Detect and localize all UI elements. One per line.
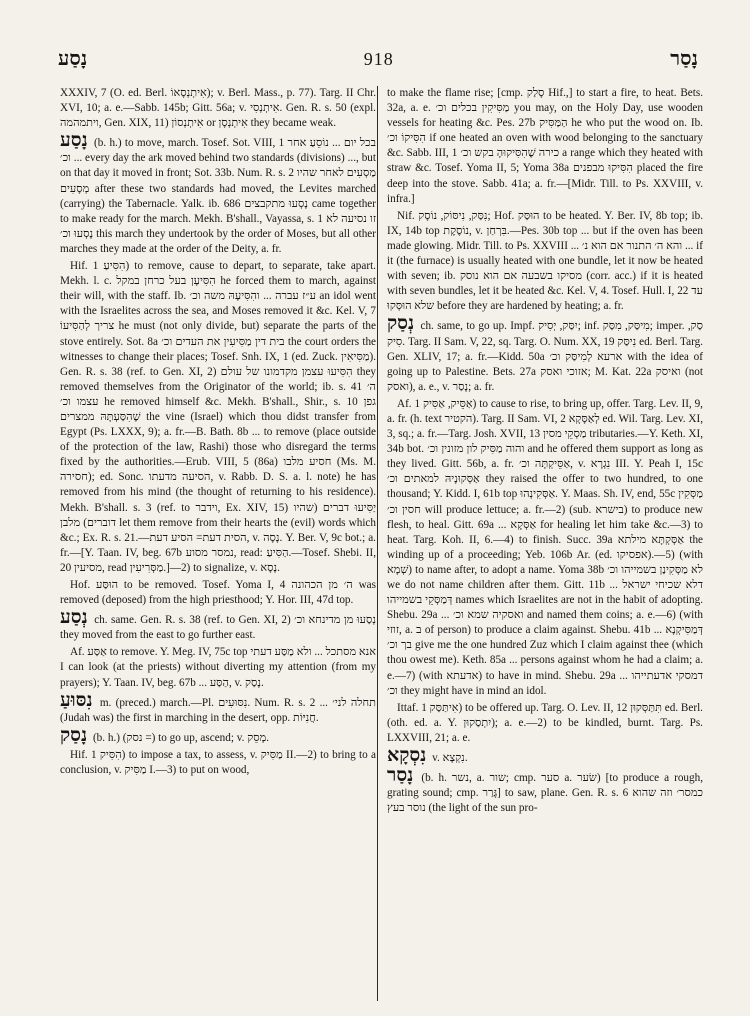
left-column [60,86,376,1006]
hif-paragraph: Hif. הִסִּיעַ 1) to remove, cause to depart, to separate, take apart. Mekh. l. c. הִסִּיעָן בעל כרחן במקל he forced them to march, against their will, with the staff. Ib. ע״ז עברה ... והִסִּיעָהּ משה וכ׳ an idol went with the Israelites across the sea, and Moses removed it &c. Kel. V, 7 צריך לְהַסִּיעוֹ he must (not only divide, but) separate the parts of the stove entirely. Sot. 8a בית דין מַסִּיעִין את העדים וכ׳ the court orders the witnesses to change their places; Tosef. Snh. IX, 1 (ed. Zuck. מַסִּיאִין). Gen. R. s. 38 (ref. to Gen. XI, 2) הִסִּיעוּ עצמן מקדמונו של עולם they removed themselves from the Originator of the world; ib. s. 41 ה׳ עצמו וכ׳ he removed himself &c. Mekh. B'shall., Shir., s. 10 גפן שֶׁהִסַּעְתָּהּ ממצרים the vine (Israel) which thou didst transfer from Egypt (Ps. LXXX, 9); a. fr.—B. Bath. 8b ... to remove (place outside of the protection of the law, Rashi) those who disregard the terms fixed by the authorities.—Erub. VIII, 5 (86a) חסיע מלבו (Ms. M. חסירה); ed. Sonc. הסיעה מדעתו, v. Rabb. D. S. a. l. note) he has removed from his mind (the thought of returning to his residence). Mekh. B'shall. s. 3 (ref. to וידבר, Ex. XIV, 15) יַסִּיעוּ דברים (שהיו דוברים) מלבן let them remove from their hearts the (evil) words which &c.; Ex. R. s. 21.—הסית דעת= הסיע דעת, v. נָסָה. Y. Ber. V, 9c bot.; a. fr.—[Y. Taan. IV, beg. 67b נמסר מסוע, read: הַסִּיעַ.—Tosef. Shebi. II, 20 מסיעין, read מַסְּרִיעִין.]—2) to signalize, v. נָסָא. [60,260,376,574]
continued-entry-text: XXXIV, 7 (O. ed. Berl. אִיתְנְסָאוֹ); v. Berl. Mass., p. 77). Targ. II Chr. XVI, 10; a. e.—Sabb. 145b; Gitt. 56a; v. אִיתְנְסִי. Gen. R. s. 50 (expl. ויתמהמה, Gen. XIX, 11) אִיתְנְסוֹן or אִיתְנְסָן they became weak. [60,87,376,130]
headword: נְסַע [60,607,88,629]
entry-text: (b. h.) (נסק =) to go up, ascend; v. מָסֵק. [92,731,269,744]
entry-text: (b. h.) to move, march. Tosef. Sot. VIII, 1 בכל יום ... נוֹסֵעַ אחר וכ׳ ... every day the ark moved behind two standards (divisions) ..., but on that day it moved in front; Sot. 33b. Num. R. s. 2 מַסְעִים לאחר שהיו מְסָעִים after these two standards had moved, the Levites marched (carrying) the Tabernacle. Yalk. ib. 686 נָסְעוּ מתקבצים came together to make ready for the march. Mekh. B'shall., Vayassa, s. 1 זו נסיעה לא נָסְעוּ וכ׳ this march they undertook by the order of Moses, but all other marches they made at the order of the Deity, a. fr. [60,137,376,255]
entry-nissua [60,689,376,726]
af-paragraph: Af. אַסֵּיק, אַסִּיק 1) to cause to rise, to bring up, offer. Targ. Lev. II, 9, a. fr. (h. text הקטיר). Targ. II Sam. VI, 2 לְאַסָּקָא ed. Wil. Targ. Lev. XI, 3, sq.; a. fr.—Targ. Josh. XVII, 13 מַסְקֵי מסין tributaries.—Y. Keth. XI, 34b bot. והוה מַסִּיק לון מזונין וכ׳ and he offered them support as long as they lived. Gitt. 56b, a. fr. אַסֵּיקְתָּה וכ׳, v. נִגְרָא III. Y. Peah I, 15c אַסְּקוּנָיהּ למאתים וכ׳ they raised the offer to two hundred, to one thousand; Y. Kidd. I, 61b top אַסְּקִינְהוּ. Y. Maas. Sh. IV, end, 55c מַסְּקִין חסין וכ׳ will produce lettuce; a. fr.—2) (sub. בישרא) to produce new flesh, to heal. Gitt. 69a ... אַסְּקָא for healing let him take &c.—3) to heat. Targ. Koh. II, 6.—4) to finish. Succ. 39a אַסְּקְתָּא מילתא the winding up of a proceeding; Yeb. 106b Ar. (ed. אפסיקו).—5) (with שְׁמָא) to name after, to adopt a name. Yoma 38b לא מַסְּקִינַן בשמייהו וכ׳ we do not name children after them. Gitt. 11b ... דלא שכיחי ישראל דְּמַסְּקֵי בשמייהו names which Israelites are not in the habit of adopting. Shebu. 29a ... ואסקיה שמא וכ׳ and named them coins; a. e.—6) (with זוזי, a. ב of person) to produce a claim against. Shebu. 41b ... דְּמַסִּיקְנָא בך וכ׳ give me the one hundred Zuz which I claim against thee (which thou owest me). Keth. 85a ... persons against whom he had a claim; a. e.—7) (with אדעתא) to have in mind. Shebu. 29a ... דמסקי אדעתייהו וכ׳ they might have in mind an idol. [387,397,703,697]
nif-paragraph: Nif. נִסַּק, נִיסּוֹק, נוֹסָק; Hof. הוּסַּק to be heated. Y. Ber. IV, 8b top; ib. IX, 14b top נוֹסֶקֶת, v. בִּרְחַן.—Pes. 30b top ... but if the oven has been made glowing. Midr. Till. to Ps. XXVIII ... והא ה׳ התנור אם הוא נ׳ ... if it (the furnace) is usually heated with one bundle, let it now be heated with seven; ib. מסיקו בשבעה אם הוא נוסק (corr. acc.) if it is heated with seven bundles, let it be heated &c. Kel. V, 4. Tosef. Hull. I, 22 עד שלא הוּסְּקוּ before they are hardened by heating; a. fr. [387,209,703,313]
column-divider [377,86,378,1001]
running-head [58,44,698,74]
af-paragraph: Af. אַסַּע to remove. Y. Meg. IV, 75c top אנא מסתכל ... ולא מַסַּע דעתי I can look (at the priests) without diverting my attention (from my prayers); Y. Taan. IV, beg. 67b ... הַסַּע, v. נָסַק. [60,646,376,689]
entry-nisqa [387,745,703,767]
entry-text: ch. same. Gen. R. s. 38 (ref. to Gen. XI, 2) נְסַעוּ מן מדינחא וכ׳ they moved from the east to go further east. [60,614,376,642]
headword: נִסְקָא [387,745,427,767]
entry-text: m. (preced.) march.—Pl. נִסּוּעִים. Num. R. s. 2 ... תחלה לני׳ (Judah was) the first in marching in the desert, opp. חֲנִיּוֹת. [60,696,376,724]
entry-nasaq [60,724,376,746]
hif-paragraph: Hif. הִסִּיק 1) to impose a tax, to assess, v. מַסִּיק II.—2) to bring to a conclusion, v. מַסִּיק I.—3) to put on wood, [60,748,376,777]
entry-text: v. נִקְצָא. [432,752,468,765]
headword: נָסַק [60,724,88,746]
hof-paragraph: Hof. הוּסַּע to be removed. Tosef. Yoma I, 4 ה׳ מן הכהונה was removed (deposed) from the high priesthood; Y. Hor. III, 47d top. [60,579,376,607]
left-guide-word: נָסַע [58,47,88,70]
continued-entry-text: to make the flame rise; [cmp. סָלַק Hif.,] to start a fire, to heat. Bets. 32a, a. e. מַסִּיקִין בכלים וכ׳ you may, on the Holy Day, use wooden vessels for heating &c. Pes. 27b הַמַּסִּיק he who put the wood on. Ib. הִסִּיקוֹ וכ׳ if one heated an oven with wood belonging to the sanctuary &c. Sabb. III, 1 כירה שֶׁהִסִּיקוּהָ בקש וכ׳ a range which they heated with straw &c. Tosef. Yoma II, 5; Yoma 38a הִסִּיקוּ מבפנים placed the fire deep into the stove. Sabb. 41a; a. fr.—[Midr. Till. to Ps. XXVIII, v. infra.] [387,87,703,205]
headword: נְסַק [387,313,415,335]
right-column [387,86,703,1006]
entry-nesaq [387,313,703,394]
entry-nesa [60,607,376,643]
entry-nasar [387,765,703,816]
entry-text: (b. h. נשר, a. שור; cmp. סער a. שׂער) [to produce a rough, grating sound; cmp. גָּרַר] to saw, plane. Gen. R. s. 6 כמסר׳ וזה שהוא נוסר בעץ (the light of the sun pro- [387,772,703,815]
headword: נָסַע [60,130,88,152]
entry-nasa [60,130,376,257]
ittaf-paragraph: Ittaf. אִיתַּסַּק 1) to be offered up. Targ. O. Lev. II, 12 תִּתַּסְּקוּן ed. Berl. (oth. ed. a. Y. יִתְסַקוּן); a. e.—2) to be kindled, burnt. Targ. Ps. LXXVIII, 21; a. e. [387,701,703,744]
entry-text: ch. same, to go up. Impf. יִסַּק, יְסִיק; inf. מִיסַּק, מִסַּק; imper. סַק, סִיק. Targ. II Sam. V, 22, sq. Targ. O. Num. XX, 19 נִיסַּק ed. Berl. Targ. Gen. XLIV, 17; a. fr.—Kidd. 50a ארעא לְמִיסַּק וכ׳ with the idea of going up to Palestine. Bets. 27a אזוכי ואסק; M. Kat. 22a ואיסק (not ואסק), a. e., v. נָסַר; a. fr. [387,320,703,393]
right-guide-word: נָסַר [670,47,698,70]
headword: נִסּוּעַ [60,689,93,711]
headword: נָסַר [387,765,414,787]
page-number: 918 [363,48,394,69]
